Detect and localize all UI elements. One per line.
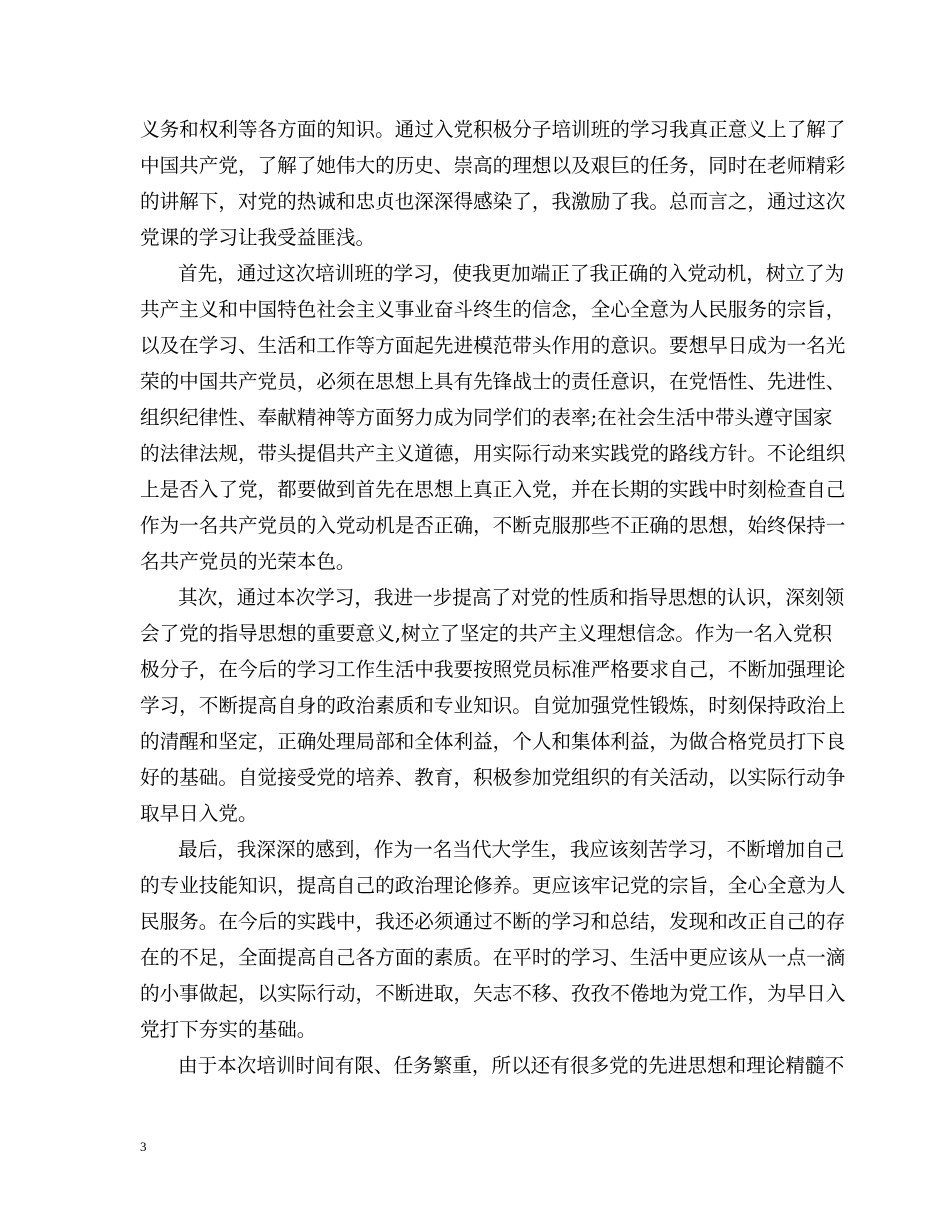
text-line: 的专业技能知识，提高自己的政治理论修养。更应该牢记党的宗旨，全心全意为人 bbox=[140, 874, 846, 897]
text-line: 中国共产党，了解了她伟大的历史、崇高的理想以及艰巨的任务，同时在老师精彩 bbox=[140, 154, 846, 177]
document-body bbox=[140, 112, 846, 1084]
text-line: 义务和权利等各方面的知识。通过入党积极分子培训班的学习我真正意义上了解了 bbox=[140, 118, 846, 141]
text-line: 的小事做起，以实际行动，不断进取，矢志不移、孜孜不倦地为党工作，为早日入 bbox=[140, 982, 846, 1005]
text-line: 取早日入党。 bbox=[140, 802, 258, 825]
text-line: 首先，通过这次培训班的学习，使我更加端正了我正确的入党动机，树立了为 bbox=[178, 262, 845, 285]
text-line: 由于本次培训时间有限、任务繁重，所以还有很多党的先进思想和理论精髓不 bbox=[178, 1054, 845, 1077]
text-line: 上是否入了党，都要做到首先在思想上真正入党，并在长期的实践中时刻检查自己 bbox=[140, 478, 846, 501]
text-line: 以及在学习、生活和工作等方面起先进模范带头作用的意识。要想早日成为一名光 bbox=[140, 334, 846, 357]
text-line: 民服务。在今后的实践中，我还必须通过不断的学习和总结，发现和改正自己的存 bbox=[140, 910, 846, 933]
text-line: 作为一名共产党员的入党动机是否正确，不断克服那些不正确的思想，始终保持一 bbox=[140, 514, 846, 537]
text-line: 荣的中国共产党员，必须在思想上具有先锋战士的责任意识，在党悟性、先进性、 bbox=[140, 370, 846, 393]
text-line: 的清醒和坚定，正确处理局部和全体利益，个人和集体利益，为做合格党员打下良 bbox=[140, 730, 846, 753]
text-line: 最后，我深深的感到，作为一名当代大学生，我应该刻苦学习，不断增加自己 bbox=[178, 838, 845, 861]
text-line: 极分子，在今后的学习工作生活中我要按照党员标准严格要求自己，不断加强理论 bbox=[140, 658, 846, 681]
text-line: 党打下夯实的基础。 bbox=[140, 1018, 317, 1041]
text-line: 会了党的指导思想的重要意义,树立了坚定的共产主义理想信念。作为一名入党积 bbox=[140, 622, 833, 645]
text-line: 的法律法规，带头提倡共产主义道德，用实际行动来实践党的路线方针。不论组织 bbox=[140, 442, 846, 465]
text-line: 的讲解下，对党的热诚和忠贞也深深得感染了，我激励了我。总而言之，通过这次 bbox=[140, 190, 846, 213]
text-line: 共产主义和中国特色社会主义事业奋斗终生的信念，全心全意为人民服务的宗旨， bbox=[140, 298, 846, 321]
text-line: 学习，不断提高自身的政治素质和专业知识。自觉加强党性锻炼，时刻保持政治上 bbox=[140, 694, 846, 717]
text-line: 其次，通过本次学习，我进一步提高了对党的性质和指导思想的认识，深刻领 bbox=[178, 586, 845, 609]
page-number: 3 bbox=[140, 1139, 147, 1154]
text-line: 党课的学习让我受益匪浅。 bbox=[140, 226, 376, 249]
text-line: 好的基础。自觉接受党的培养、教育，积极参加党组织的有关活动，以实际行动争 bbox=[140, 766, 846, 789]
text-line: 名共产党员的光荣本色。 bbox=[140, 550, 356, 573]
text-line: 在的不足，全面提高自己各方面的素质。在平时的学习、生活中更应该从一点一滴 bbox=[140, 946, 846, 969]
text-line: 组织纪律性、奉献精神等方面努力成为同学们的表率;在社会生活中带头遵守国家 bbox=[140, 406, 833, 429]
